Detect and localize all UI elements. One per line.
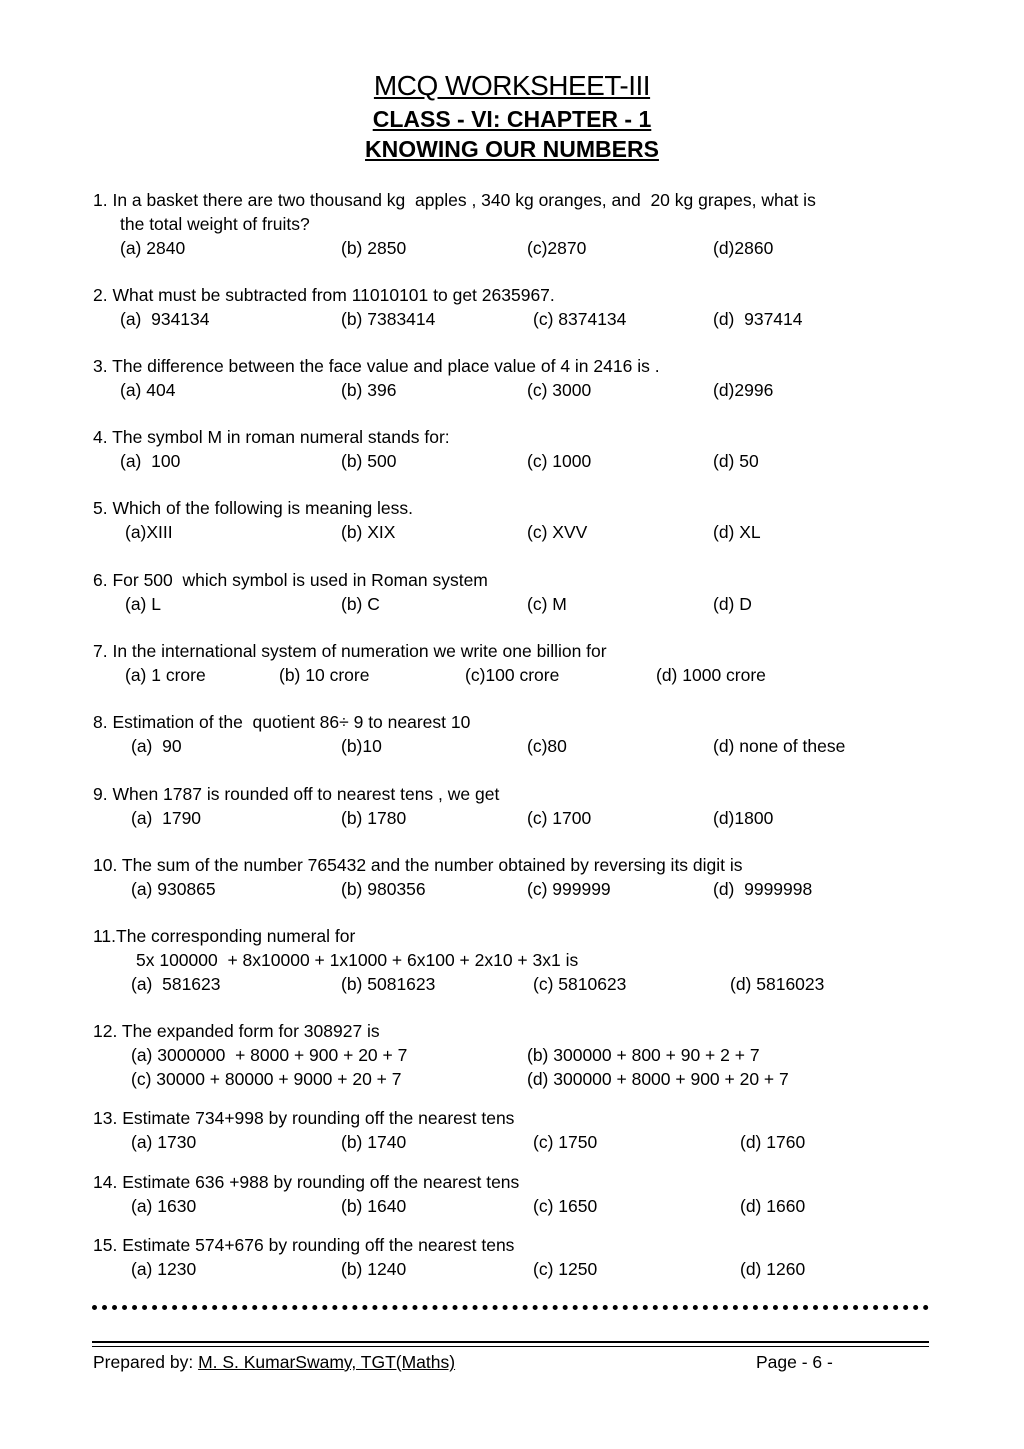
option-d: (d) D [713,594,752,614]
option-a: (a) 3000000 + 8000 + 900 + 20 + 7 [131,1045,408,1065]
footer-rule-bottom [92,1346,929,1347]
options-row [93,1067,953,1091]
option-c: (c) 30000 + 80000 + 9000 + 20 + 7 [131,1069,402,1089]
option-d: (d) 300000 + 8000 + 900 + 20 + 7 [527,1069,789,1089]
option-d: (d) 1260 [740,1259,806,1279]
question-stem: 12. The expanded form for 308927 is [93,1021,380,1041]
options-row [93,972,953,996]
options-row [93,307,953,331]
options-row [93,806,953,830]
option-b: (b) 2850 [341,238,407,258]
option-b: (b) 7383414 [341,309,436,329]
options-row [93,877,953,901]
question-1 [93,188,953,260]
option-a: (a) 1630 [131,1196,197,1216]
option-a: (a)XIII [125,522,173,542]
option-c: (c) 1650 [533,1196,598,1216]
question-stem-continued: the total weight of fruits? [120,214,310,234]
option-b: (b) 1640 [341,1196,407,1216]
chapter-name-heading: KNOWING OUR NUMBERS [365,136,659,162]
option-a: (a) L [125,594,161,614]
options-row [93,592,953,616]
worksheet-title: MCQ WORKSHEET-III [373,70,651,101]
question-stem: 10. The sum of the number 765432 and the number obtained by reversing its digit is [93,855,743,875]
option-d: (d) 5816023 [730,974,825,994]
options-row [93,734,953,758]
options-row [93,663,953,687]
option-b: (b) 980356 [341,879,426,899]
option-a: (a) 1790 [131,808,202,828]
option-b: (b) 10 crore [279,665,370,685]
question-12 [93,1019,953,1091]
options-row [93,378,953,402]
question-stem: 3. The difference between the face value and place value of 4 in 2416 is . [93,356,660,376]
option-a: (a) 90 [131,736,182,756]
question-11 [93,924,953,996]
option-b: (b) 500 [341,451,397,471]
option-b: (b) 5081623 [341,974,436,994]
option-c: (c) 1750 [533,1132,598,1152]
option-a: (a) 2840 [120,238,186,258]
option-c: (c) 3000 [527,380,592,400]
question-stem: 15. Estimate 574+676 by rounding off the nearest tens [93,1235,515,1255]
option-a: (a) 404 [120,380,176,400]
option-a: (a) 100 [120,451,181,471]
options-row [93,236,953,260]
option-b: (b)10 [341,736,382,756]
option-d: (d) XL [713,522,761,542]
option-b: (b) 1240 [341,1259,407,1279]
option-c: (c) 5810623 [533,974,627,994]
question-6 [93,568,953,616]
question-stem: 6. For 500 which symbol is used in Roman system [93,570,488,590]
question-stem: 13. Estimate 734+998 by rounding off the nearest tens [93,1108,515,1128]
option-a: (a) 930865 [131,879,216,899]
option-d: (d) 1000 crore [656,665,766,685]
option-c: (c) 1700 [527,808,592,828]
question-4 [93,425,953,473]
question-14 [93,1170,953,1218]
option-d: (d) 50 [713,451,759,471]
option-c: (c) 1250 [533,1259,598,1279]
question-stem: 8. Estimation of the quotient 86÷ 9 to nearest 10 [93,712,471,732]
question-7 [93,639,953,687]
option-b: (b) 1780 [341,808,407,828]
option-b: (b) C [341,594,380,614]
question-stem: 14. Estimate 636 +988 by rounding off the nearest tens [93,1172,520,1192]
option-a: (a) 1230 [131,1259,197,1279]
prepared-by-label: Prepared by: [93,1352,199,1372]
options-row [93,1194,953,1218]
option-d: (d)2860 [713,238,774,258]
question-stem: 2. What must be subtracted from 11010101 to get 2635967. [93,285,555,305]
footer-rule-top [92,1341,929,1343]
options-row [93,1130,953,1154]
option-d: (d) 9999998 [713,879,813,899]
option-b: (b) XIX [341,522,396,542]
option-c: (c)100 crore [465,665,560,685]
options-row [93,1257,953,1281]
option-a: (a) 934134 [120,309,210,329]
option-c: (c)80 [527,736,567,756]
option-a: (a) 581623 [131,974,221,994]
question-10 [93,853,953,901]
option-c: (c) 999999 [527,879,611,899]
option-a: (a) 1 crore [125,665,206,685]
option-c: (c) XVV [527,522,588,542]
author-name: M. S. KumarSwamy, TGT(Maths) [198,1352,456,1372]
dotted-separator [92,1305,929,1310]
question-stem: 4. The symbol M in roman numeral stands for: [93,427,450,447]
question-13 [93,1106,953,1154]
question-5 [93,496,953,544]
option-c: (c) 8374134 [533,309,627,329]
option-a: (a) 1730 [131,1132,197,1152]
page-number: Page - 6 - [756,1352,833,1372]
option-d: (d)2996 [713,380,774,400]
option-d: (d) none of these [713,736,846,756]
question-expression: 5x 100000 + 8x10000 + 1x1000 + 6x100 + 2x10 + 3x1 is [136,950,579,970]
options-row [93,520,953,544]
question-3 [93,354,953,402]
option-d: (d) 1760 [740,1132,806,1152]
question-stem: 1. In a basket there are two thousand kg apples , 340 kg oranges, and 20 kg grapes, what is [93,190,816,210]
options-row [93,1043,953,1067]
option-c: (c) 1000 [527,451,592,471]
options-row [93,449,953,473]
option-b: (b) 1740 [341,1132,407,1152]
question-stem: 5. Which of the following is meaning less. [93,498,414,518]
footer-credit [93,1352,455,1373]
question-stem: 7. In the international system of numeration we write one billion for [93,641,607,661]
question-stem: 9. When 1787 is rounded off to nearest tens , we get [93,784,500,804]
option-d: (d)1800 [713,808,774,828]
option-c: (c) M [527,594,567,614]
question-stem: 11.The corresponding numeral for [93,926,356,946]
question-8 [93,710,953,758]
class-chapter-heading: CLASS - VI: CHAPTER - 1 [372,106,652,132]
option-c: (c)2870 [527,238,587,258]
option-b: (b) 300000 + 800 + 90 + 2 + 7 [527,1045,760,1065]
question-9 [93,782,953,830]
question-15 [93,1233,953,1281]
question-2 [93,283,953,331]
option-d: (d) 1660 [740,1196,806,1216]
option-d: (d) 937414 [713,309,803,329]
option-b: (b) 396 [341,380,397,400]
